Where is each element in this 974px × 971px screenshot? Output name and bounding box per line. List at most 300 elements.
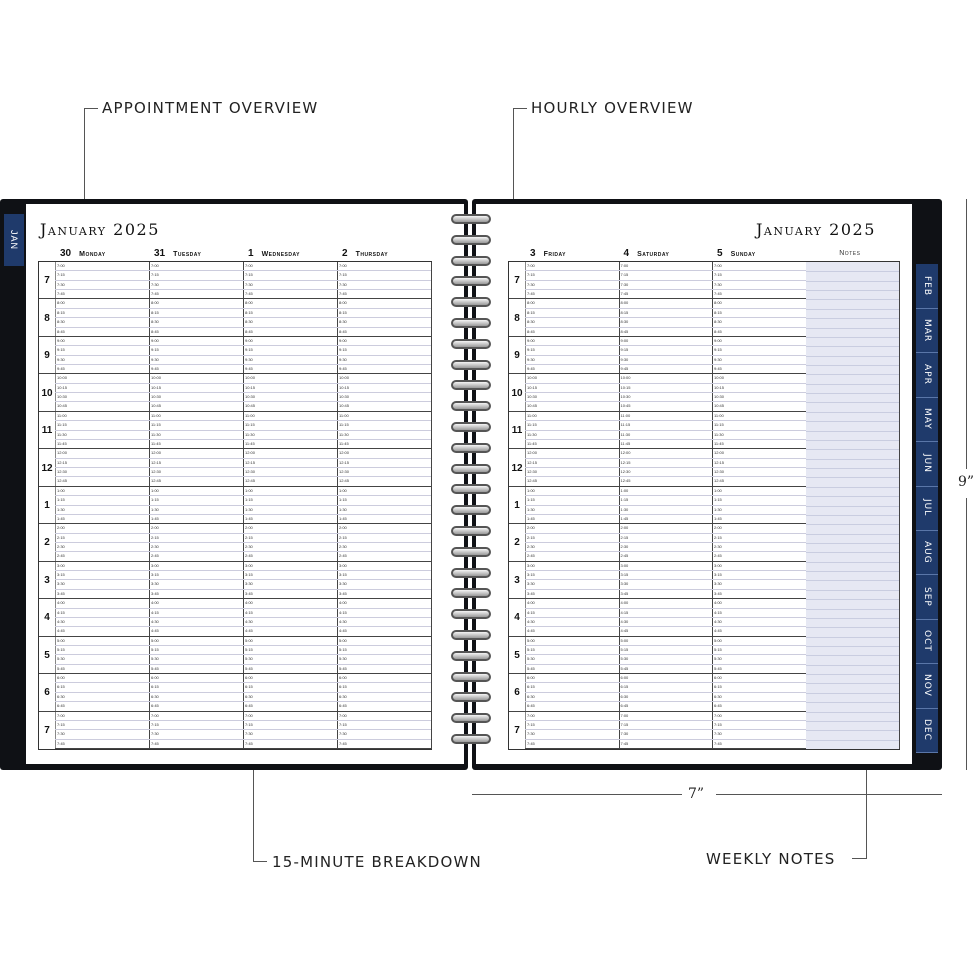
time-slot-label: 11:45: [527, 440, 537, 446]
hour-divider: [509, 373, 525, 374]
quarter-divider: [337, 570, 431, 571]
quarter-divider: [55, 505, 149, 506]
quarter-divider: [55, 317, 149, 318]
day-name: Sunday: [730, 251, 756, 258]
time-slot-label: 1:00: [57, 487, 65, 493]
quarter-divider: [525, 364, 619, 365]
day-column[interactable]: [55, 262, 150, 749]
quarter-divider: [337, 701, 431, 702]
quarter-divider: [525, 458, 619, 459]
quarter-divider: [337, 317, 431, 318]
time-slot-label: 6:00: [151, 675, 159, 681]
day-header: [530, 248, 566, 259]
time-slot-label: 7:45: [245, 291, 253, 297]
time-slot-label: 1:00: [527, 487, 535, 493]
quarter-divider: [619, 364, 713, 365]
quarter-divider: [619, 645, 713, 646]
quarter-divider: [243, 617, 337, 618]
callout-15-minute-breakdown: 15-MINUTE BREAKDOWN: [272, 853, 482, 871]
time-slot-label: 5:45: [151, 665, 159, 671]
time-slot-label: 5:00: [57, 637, 65, 643]
hour-divider: [337, 636, 431, 637]
time-slot-label: 12:45: [714, 478, 725, 484]
notes-line: [806, 384, 900, 385]
hour-divider: [619, 561, 713, 562]
hour-divider: [619, 448, 713, 449]
quarter-divider: [619, 720, 713, 721]
quarter-divider: [712, 364, 806, 365]
time-slot-label: 2:15: [57, 534, 65, 540]
time-slot-label: 2:30: [57, 543, 65, 549]
quarter-divider: [619, 495, 713, 496]
time-slot-label: 9:45: [151, 366, 159, 372]
quarter-divider: [712, 345, 806, 346]
time-slot-label: 5:30: [245, 656, 253, 662]
month-tab-jan[interactable]: JAN: [4, 214, 24, 266]
time-slot-label: 4:00: [714, 600, 722, 606]
spiral-coil: [451, 422, 491, 432]
time-slot-label: 7:30: [620, 281, 629, 287]
hour-divider: [509, 636, 525, 637]
quarter-divider: [243, 420, 337, 421]
quarter-divider: [712, 505, 806, 506]
quarter-divider: [525, 692, 619, 693]
time-slot-label: 11:45: [339, 440, 349, 446]
quarter-divider: [337, 430, 431, 431]
spiral-coil: [451, 484, 491, 494]
height-dimension-line: [966, 498, 967, 770]
quarter-divider: [619, 542, 713, 543]
time-slot-label: 4:15: [714, 609, 722, 615]
quarter-divider: [55, 495, 149, 496]
hour-label: 4: [514, 612, 520, 624]
quarter-divider: [149, 289, 243, 290]
time-slot-label: 9:45: [339, 366, 347, 372]
hour-label: 7: [514, 275, 520, 287]
time-slot-label: 7:15: [714, 721, 722, 727]
hour-divider: [509, 598, 525, 599]
time-slot-label: 9:30: [57, 356, 65, 362]
notes-line: [806, 449, 900, 450]
time-slot-label: 1:45: [151, 515, 159, 521]
time-slot-label: 12:00: [151, 450, 162, 456]
quarter-divider: [619, 505, 713, 506]
time-slot-label: 5:30: [57, 656, 65, 662]
time-slot-label: 4:15: [527, 609, 535, 615]
day-column[interactable]: [149, 262, 244, 749]
quarter-divider: [337, 383, 431, 384]
callout-line: [253, 861, 267, 862]
time-slot-label: 6:30: [527, 693, 535, 699]
quarter-divider: [525, 280, 619, 281]
time-slot-label: 7:15: [57, 721, 65, 727]
time-slot-label: 4:45: [245, 628, 253, 634]
time-slot-label: 2:30: [527, 543, 535, 549]
time-slot-label: 7:30: [527, 281, 535, 287]
time-slot-label: 11:45: [245, 440, 255, 446]
quarter-divider: [55, 514, 149, 515]
time-slot-label: 11:00: [339, 412, 349, 418]
time-slot-label: 12:30: [151, 469, 162, 475]
quarter-divider: [619, 579, 713, 580]
time-slot-label: 12:45: [245, 478, 256, 484]
time-slot-label: 1:30: [527, 506, 535, 512]
hour-divider: [337, 711, 431, 712]
time-slot-label: 11:00: [57, 412, 67, 418]
time-slot-label: 4:00: [57, 600, 65, 606]
hour-divider: [55, 636, 149, 637]
quarter-divider: [55, 682, 149, 683]
time-slot-label: 11:30: [714, 431, 724, 437]
time-slot-label: 11:15: [57, 422, 67, 428]
notes-line: [806, 402, 900, 403]
day-column[interactable]: [712, 262, 807, 749]
time-slot-label: 9:15: [151, 347, 159, 353]
time-slot-label: 11:45: [151, 440, 161, 446]
month-tab-sep[interactable]: SEP: [916, 575, 938, 620]
day-column[interactable]: [525, 262, 620, 749]
month-tab-oct[interactable]: OCT: [916, 619, 938, 664]
quarter-divider: [243, 345, 337, 346]
month-tab-nov[interactable]: NOV: [916, 664, 938, 709]
quarter-divider: [525, 467, 619, 468]
notes-line: [806, 346, 900, 347]
time-slot-label: 10:00: [527, 375, 538, 381]
quarter-divider: [712, 420, 806, 421]
time-slot-label: 7:00: [151, 712, 159, 718]
hour-divider: [712, 298, 806, 299]
notes-line: [806, 318, 900, 319]
hour-divider: [243, 373, 337, 374]
time-slot-label: 7:45: [714, 740, 722, 746]
time-slot-label: 9:15: [339, 347, 347, 353]
time-slot-label: 10:00: [151, 375, 162, 381]
time-slot-label: 2:15: [620, 534, 629, 540]
quarter-divider: [525, 701, 619, 702]
hour-divider: [243, 598, 337, 599]
time-slot-label: 5:45: [620, 665, 629, 671]
notes-line: [806, 721, 900, 722]
time-slot-label: 4:30: [245, 618, 253, 624]
time-slot-label: 3:00: [714, 562, 722, 568]
day-header: [717, 248, 756, 259]
quarter-divider: [243, 289, 337, 290]
quarter-divider: [712, 626, 806, 627]
time-slot-label: 12:15: [714, 459, 725, 465]
quarter-divider: [55, 420, 149, 421]
time-slot-label: 1:30: [339, 506, 347, 512]
time-slot-label: 5:45: [714, 665, 722, 671]
time-slot-label: 4:30: [714, 618, 722, 624]
time-slot-label: 9:15: [714, 347, 722, 353]
time-slot-label: 1:15: [527, 497, 535, 503]
spiral-coil: [451, 276, 491, 286]
quarter-divider: [619, 458, 713, 459]
time-slot-label: 11:15: [620, 422, 631, 428]
callout-weekly-notes: WEEKLY NOTES: [706, 850, 836, 868]
time-slot-label: 2:30: [151, 543, 159, 549]
time-slot-label: 6:30: [151, 693, 159, 699]
time-slot-label: 11:00: [151, 412, 161, 418]
hour-divider: [509, 411, 525, 412]
month-tab-aug[interactable]: AUG: [916, 530, 938, 575]
time-slot-label: 12:00: [339, 450, 350, 456]
hour-divider: [39, 448, 55, 449]
quarter-divider: [712, 570, 806, 571]
notes-line: [806, 271, 900, 272]
quarter-divider: [337, 729, 431, 730]
hour-divider: [149, 711, 243, 712]
quarter-divider: [712, 720, 806, 721]
time-slot-label: 6:15: [339, 684, 347, 690]
time-slot-label: 10:30: [151, 394, 162, 400]
quarter-divider: [149, 458, 243, 459]
quarter-divider: [337, 579, 431, 580]
spiral-coil: [451, 526, 491, 536]
quarter-divider: [337, 280, 431, 281]
time-slot-label: 5:45: [527, 665, 535, 671]
notes-line: [806, 543, 900, 544]
time-slot-label: 2:00: [151, 525, 159, 531]
time-slot-label: 3:30: [527, 581, 535, 587]
time-slot-label: 7:45: [151, 291, 159, 297]
quarter-divider: [55, 364, 149, 365]
day-header: [154, 248, 201, 259]
time-slot-label: 2:45: [57, 553, 65, 559]
time-slot-label: 7:00: [714, 712, 722, 718]
hour-divider: [509, 523, 525, 524]
quarter-divider: [712, 439, 806, 440]
time-slot-label: 7:00: [714, 263, 722, 268]
time-slot-label: 10:30: [620, 394, 631, 400]
time-slot-label: 6:00: [57, 675, 65, 681]
time-slot-label: 4:45: [151, 628, 159, 634]
time-slot-label: 8:45: [527, 328, 535, 334]
time-slot-label: 11:30: [245, 431, 255, 437]
quarter-divider: [243, 551, 337, 552]
time-slot-label: 9:00: [620, 337, 629, 343]
hour-divider: [525, 748, 619, 749]
hour-divider: [149, 448, 243, 449]
time-slot-label: 5:00: [714, 637, 722, 643]
hour-divider: [509, 448, 525, 449]
quarter-divider: [149, 739, 243, 740]
time-slot-label: 10:30: [245, 394, 256, 400]
time-slot-label: 7:45: [339, 740, 347, 746]
time-slot-label: 6:30: [57, 693, 65, 699]
quarter-divider: [712, 392, 806, 393]
notes-line: [806, 646, 900, 647]
time-slot-label: 4:15: [245, 609, 253, 615]
hour-divider: [525, 373, 619, 374]
quarter-divider: [337, 626, 431, 627]
notes-line: [806, 562, 900, 563]
time-slot-label: 5:15: [245, 646, 253, 652]
quarter-divider: [243, 439, 337, 440]
quarter-divider: [337, 514, 431, 515]
time-slot-label: 5:15: [339, 646, 347, 652]
quarter-divider: [525, 430, 619, 431]
quarter-divider: [619, 514, 713, 515]
hour-divider: [525, 448, 619, 449]
month-tab-dec[interactable]: DEC: [916, 708, 938, 753]
time-slot-label: 7:15: [245, 721, 253, 727]
hour-divider: [712, 673, 806, 674]
time-slot-label: 12:30: [245, 469, 256, 475]
time-slot-label: 3:15: [57, 572, 65, 578]
time-slot-label: 11:30: [620, 431, 631, 437]
time-slot-label: 1:15: [620, 497, 629, 503]
notes-line: [806, 712, 900, 713]
notes-line: [806, 412, 900, 413]
quarter-divider: [149, 654, 243, 655]
time-slot-label: 7:30: [620, 731, 629, 737]
time-slot-label: 3:30: [245, 581, 253, 587]
hour-divider: [149, 748, 243, 749]
time-slot-label: 2:15: [714, 534, 722, 540]
quarter-divider: [55, 308, 149, 309]
hour-divider: [243, 486, 337, 487]
month-tab-may[interactable]: MAY: [916, 397, 938, 442]
quarter-divider: [149, 589, 243, 590]
quarter-divider: [337, 692, 431, 693]
quarter-divider: [525, 551, 619, 552]
quarter-divider: [712, 701, 806, 702]
time-slot-label: 11:00: [620, 412, 631, 418]
quarter-divider: [55, 280, 149, 281]
time-slot-label: 9:15: [57, 347, 65, 353]
time-slot-label: 10:15: [714, 384, 725, 390]
time-slot-label: 2:30: [620, 543, 629, 549]
day-name: Monday: [79, 251, 106, 258]
quarter-divider: [55, 551, 149, 552]
quarter-divider: [712, 589, 806, 590]
notes-line: [806, 637, 900, 638]
weekly-notes-area[interactable]: [806, 262, 901, 749]
month-tab-jul[interactable]: JUL: [916, 486, 938, 531]
time-slot-label: 2:45: [151, 553, 159, 559]
day-column[interactable]: [243, 262, 338, 749]
time-slot-label: 8:00: [527, 300, 535, 306]
quarter-divider: [337, 682, 431, 683]
time-slot-label: 6:45: [151, 703, 159, 709]
notes-line: [806, 281, 900, 282]
month-tab-feb[interactable]: FEB: [916, 264, 938, 309]
time-slot-label: 7:00: [245, 263, 253, 268]
time-slot-label: 10:00: [714, 375, 725, 381]
spiral-coil: [451, 734, 491, 744]
quarter-divider: [149, 467, 243, 468]
time-slot-label: 3:30: [620, 581, 629, 587]
notes-line: [806, 683, 900, 684]
quarter-divider: [525, 739, 619, 740]
day-column[interactable]: [619, 262, 714, 749]
time-slot-label: 11:00: [527, 412, 537, 418]
hour-divider: [619, 673, 713, 674]
spiral-coil: [451, 339, 491, 349]
hour-divider: [619, 373, 713, 374]
notes-line: [806, 506, 900, 507]
time-slot-label: 8:30: [151, 319, 159, 325]
hour-divider: [149, 523, 243, 524]
time-slot-label: 7:45: [339, 291, 347, 297]
day-header: [624, 248, 670, 259]
time-slot-label: 3:30: [339, 581, 347, 587]
time-slot-label: 12:15: [620, 459, 631, 465]
hour-divider: [337, 486, 431, 487]
month-tab-jun[interactable]: JUN: [916, 442, 938, 487]
time-slot-label: 3:15: [527, 572, 535, 578]
time-slot-label: 5:15: [151, 646, 159, 652]
quarter-divider: [149, 317, 243, 318]
quarter-divider: [55, 392, 149, 393]
month-tab-mar[interactable]: MAR: [916, 308, 938, 353]
time-slot-label: 7:30: [57, 731, 65, 737]
time-slot-label: 4:30: [151, 618, 159, 624]
notes-line: [806, 299, 900, 300]
day-column[interactable]: [337, 262, 432, 749]
time-slot-label: 9:30: [339, 356, 347, 362]
quarter-divider: [337, 645, 431, 646]
hour-divider: [39, 486, 55, 487]
notes-line: [806, 431, 900, 432]
hour-divider: [55, 298, 149, 299]
notes-line: [806, 702, 900, 703]
time-slot-label: 12:15: [151, 459, 162, 465]
month-tab-apr[interactable]: APR: [916, 353, 938, 398]
time-slot-label: 7:45: [57, 740, 65, 746]
quarter-divider: [337, 364, 431, 365]
quarter-divider: [149, 392, 243, 393]
time-slot-label: 11:15: [151, 422, 161, 428]
time-slot-label: 2:15: [245, 534, 253, 540]
time-slot-label: 8:00: [151, 300, 159, 306]
time-slot-label: 7:45: [620, 291, 629, 297]
time-slot-label: 7:15: [151, 272, 159, 278]
notes-line: [806, 290, 900, 291]
quarter-divider: [525, 476, 619, 477]
quarter-divider: [712, 355, 806, 356]
quarter-divider: [243, 495, 337, 496]
quarter-divider: [55, 401, 149, 402]
day-number: 4: [623, 248, 630, 259]
quarter-divider: [243, 355, 337, 356]
quarter-divider: [525, 542, 619, 543]
time-slot-label: 1:45: [620, 515, 629, 521]
hour-divider: [243, 748, 337, 749]
quarter-divider: [243, 467, 337, 468]
hour-divider: [243, 561, 337, 562]
spiral-coil: [451, 464, 491, 474]
hour-divider: [712, 336, 806, 337]
quarter-divider: [243, 570, 337, 571]
quarter-divider: [55, 345, 149, 346]
hour-divider: [525, 411, 619, 412]
hour-label: 10: [41, 387, 53, 399]
quarter-divider: [525, 355, 619, 356]
quarter-divider: [712, 579, 806, 580]
spiral-coil: [451, 713, 491, 723]
spiral-coil: [451, 568, 491, 578]
quarter-divider: [149, 495, 243, 496]
time-slot-label: 9:15: [620, 347, 629, 353]
time-slot-label: 12:30: [339, 469, 350, 475]
quarter-divider: [149, 308, 243, 309]
time-slot-label: 8:45: [245, 328, 253, 334]
quarter-divider: [149, 280, 243, 281]
quarter-divider: [337, 476, 431, 477]
time-slot-label: 12:45: [151, 478, 162, 484]
